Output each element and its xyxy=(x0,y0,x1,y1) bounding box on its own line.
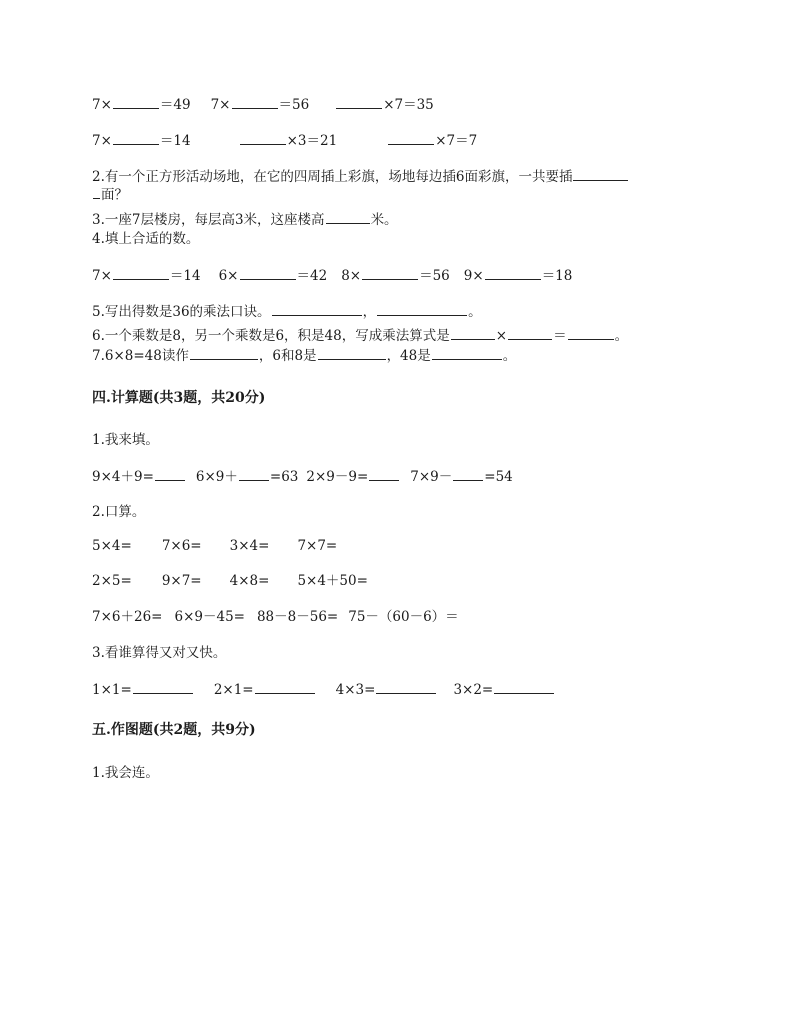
question-text: 5×4= xyxy=(92,538,132,554)
question-text: 7× xyxy=(210,97,231,113)
question-text: 。 xyxy=(614,328,629,344)
question-text: ＝14 xyxy=(159,133,191,149)
answer-blank[interactable] xyxy=(336,95,382,109)
answer-blank[interactable] xyxy=(113,131,159,145)
question-line xyxy=(92,302,482,321)
answer-blank[interactable] xyxy=(93,185,100,199)
question-text: 3.看谁算得又对又快。 xyxy=(92,645,227,661)
answer-blank[interactable] xyxy=(239,467,269,481)
question-line xyxy=(92,537,337,555)
question-text: 2×9－9= xyxy=(306,469,369,485)
question-text: =54 xyxy=(484,469,513,485)
question-text: 7.6×8=48读作 xyxy=(92,348,189,364)
question-text: 7×6＋26= xyxy=(92,609,163,625)
question-text: ＝14 xyxy=(169,268,201,284)
answer-blank[interactable] xyxy=(113,95,159,109)
question-line xyxy=(92,210,398,229)
question-line xyxy=(92,185,128,204)
question-text: 9×4＋9= xyxy=(92,469,154,485)
question-text: 五.作图题(共2题，共9分) xyxy=(92,722,256,738)
question-text: 。 xyxy=(468,304,482,320)
question-text: 7× xyxy=(92,133,112,149)
question-text: × xyxy=(495,328,508,344)
answer-blank[interactable] xyxy=(377,302,467,316)
answer-blank[interactable] xyxy=(453,467,483,481)
question-text: 1.我会连。 xyxy=(92,765,159,781)
question-text: 5×4＋50= xyxy=(297,573,368,589)
question-line xyxy=(92,431,159,449)
question-text: 9× xyxy=(463,268,484,284)
question-text: ＝42 xyxy=(296,268,328,284)
question-line xyxy=(92,764,159,782)
question-text: 75－（60－6）＝ xyxy=(348,609,459,625)
answer-blank[interactable] xyxy=(568,326,614,340)
question-text: 2.有一个正方形活动场地，在它的四周插上彩旗，场地每边插6面彩旗，一共要插 xyxy=(92,169,573,185)
answer-blank[interactable] xyxy=(388,131,434,145)
question-line xyxy=(92,572,368,590)
question-text: 面？ xyxy=(101,187,128,203)
answer-blank[interactable] xyxy=(508,326,552,340)
question-text: ＝18 xyxy=(541,268,573,284)
question-text: 1×1= xyxy=(92,682,132,698)
question-line xyxy=(92,503,145,521)
question-line xyxy=(92,95,434,114)
question-text: 四.计算题(共3题，共20分) xyxy=(92,390,266,406)
question-text: 米。 xyxy=(370,212,398,228)
question-text: 1.我来填。 xyxy=(92,432,159,448)
question-text: 4×8= xyxy=(229,573,270,589)
question-text: ＝49 xyxy=(159,97,191,113)
question-text: 7×9－ xyxy=(410,469,453,485)
question-text: 。 xyxy=(502,348,517,364)
question-line xyxy=(92,131,477,150)
question-text: ，6和8是 xyxy=(258,348,317,364)
question-line xyxy=(92,644,226,662)
question-text: 7×7= xyxy=(297,538,338,554)
question-text: 5.写出得数是36的乘法口诀。 xyxy=(92,304,271,320)
question-text: 9×7= xyxy=(161,573,202,589)
question-line xyxy=(92,467,513,486)
question-line xyxy=(92,230,199,248)
question-text: ＝ xyxy=(553,328,567,344)
answer-blank[interactable] xyxy=(133,680,193,694)
answer-blank[interactable] xyxy=(240,266,296,280)
answer-blank[interactable] xyxy=(255,680,315,694)
answer-blank[interactable] xyxy=(232,95,278,109)
question-text: 6×9－45= xyxy=(174,609,245,625)
question-line xyxy=(92,346,516,365)
answer-blank[interactable] xyxy=(326,210,370,224)
question-line xyxy=(92,167,629,186)
answer-blank[interactable] xyxy=(573,167,628,181)
question-text: ， xyxy=(362,304,377,320)
answer-blank[interactable] xyxy=(494,680,554,694)
answer-blank[interactable] xyxy=(362,266,418,280)
section-heading xyxy=(92,721,256,739)
question-text: 2×1= xyxy=(213,682,254,698)
question-text: 3×4= xyxy=(229,538,270,554)
question-text: 7×6= xyxy=(161,538,202,554)
question-text: 8× xyxy=(341,268,362,284)
answer-blank[interactable] xyxy=(155,467,185,481)
question-text: 6× xyxy=(218,268,239,284)
question-line xyxy=(92,608,459,626)
question-line xyxy=(92,680,555,699)
answer-blank[interactable] xyxy=(485,266,541,280)
question-text: 2.口算。 xyxy=(92,504,146,520)
question-text: 3.一座7层楼房，每层高3米，这座楼高 xyxy=(92,212,325,228)
question-text: 3×2= xyxy=(453,682,494,698)
answer-blank[interactable] xyxy=(369,467,399,481)
answer-blank[interactable] xyxy=(240,131,286,145)
question-text: ＝56 xyxy=(278,97,310,113)
question-text: ＝56 xyxy=(419,268,450,284)
question-text: ×3＝21 xyxy=(286,133,338,149)
question-text: ×7＝7 xyxy=(435,133,478,149)
question-text: 7× xyxy=(92,268,112,284)
question-text: 88－8－56= xyxy=(256,609,339,625)
answer-blank[interactable] xyxy=(113,266,169,280)
answer-blank[interactable] xyxy=(451,326,495,340)
question-text: 7× xyxy=(92,97,112,113)
answer-blank[interactable] xyxy=(376,680,436,694)
question-text: 4.填上合适的数。 xyxy=(92,231,200,247)
question-line xyxy=(92,326,628,345)
answer-blank[interactable] xyxy=(190,346,258,360)
answer-blank[interactable] xyxy=(432,346,502,360)
question-text: ×7＝35 xyxy=(383,97,434,113)
question-line xyxy=(92,266,572,285)
question-text: ，48是 xyxy=(386,348,431,364)
question-text: 4×3= xyxy=(335,682,376,698)
question-text: =63 xyxy=(269,469,299,485)
answer-blank[interactable] xyxy=(318,346,386,360)
answer-blank[interactable] xyxy=(272,302,362,316)
question-text: 6.一个乘数是8，另一个乘数是6，积是48，写成乘法算式是 xyxy=(92,328,450,344)
question-text: 2×5= xyxy=(92,573,132,589)
section-heading xyxy=(92,389,265,407)
question-text: 6×9＋ xyxy=(195,469,238,485)
